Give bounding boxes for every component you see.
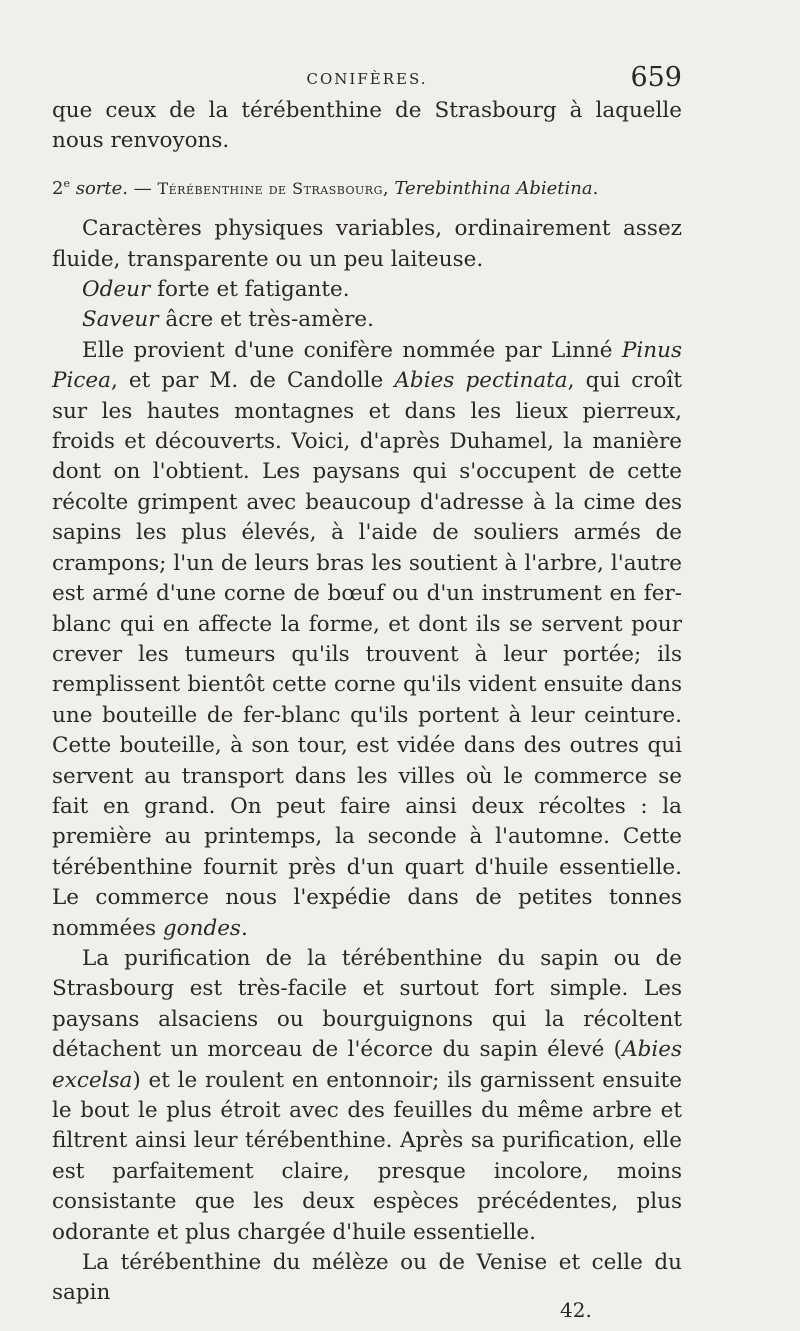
page-number: 659 <box>630 62 682 93</box>
paragraph-text: . <box>240 915 248 941</box>
body-text <box>52 96 682 1309</box>
paragraph <box>52 214 682 275</box>
sorte-superscript: e <box>63 176 70 190</box>
sorte-number: 2 <box>52 177 64 199</box>
latin-name: Pinus Picea <box>52 337 682 394</box>
paragraph-text: Caractères physiques variables, ordinairement assez fluide, transparente ou un peu laiteuse. <box>52 216 682 272</box>
running-title: CONIFÈRES. <box>306 70 428 88</box>
paragraph-saveur <box>52 305 682 335</box>
section-title: Térébenthine de Strasbourg <box>157 178 383 198</box>
signature-mark: 42. <box>560 1298 592 1322</box>
paragraph-text: , qui croît sur les hautes montagnes et dans les lieux pierreux, froids et découverts. Voici, d'après Duhamel, la manière dont on l'obtient. Les paysans qui s'occupent de cette récolte grimpent avec beaucoup d'adresse à la cime des sapins les plus élevés, à l'aide de souliers armés de crampons; l'un de leurs bras les soutient à l'arbre, l'autre est armé d'une corne de bœuf ou d'un instrument en fer-blanc qui en affecte la forme, et dont ils se servent pour crever les tumeurs qu'ils trouvent à leur portée; ils remplissent bientôt cette corne qu'ils vident ensuite dans une bouteille de fer-blanc qu'ils portent à leur ceinture. Cette bouteille, à son tour, est vidée dans des outres qui servent au transport dans les villes où le commerce se fait en grand. On peut faire ainsi deux récoltes : la première au printemps, la seconde à l'automne. Cette térébenthine fournit près d'un quart d'huile essentielle. Le commerce nous l'expédie dans de petites tonnes nommées <box>52 368 682 941</box>
latin-name: Abies excelsa <box>52 1037 682 1093</box>
paragraph-text: que ceux de la térébenthine de Strasbourg à laquelle nous renvoyons. <box>52 98 682 154</box>
paragraph-text: ) et le roulent en entonnoir; ils garnissent ensuite le bout le plus étroit avec des feuilles du même arbre et filtrent ainsi leur térébenthine. Après sa purification, elle est parfaitement claire, presque incolore, moins consistante que les deux espèces précédentes, plus odorante et plus chargée d'huile essentielle. <box>52 1067 682 1245</box>
paragraph-text: La purification de la térébenthine du sapin ou de Strasbourg est très-facile et surtout fort simple. Les paysans alsaciens ou bourguignons qui la récoltent détachent un morceau de l'écorce du sapin élevé ( <box>52 945 682 1063</box>
saveur-label: Saveur <box>82 307 159 333</box>
section-heading: 2e sorte. — Térébenthine de Strasbourg, Terebinthina Abietina. <box>52 176 599 199</box>
paragraph-odeur <box>52 275 682 305</box>
italic-term: gondes <box>162 915 241 941</box>
odeur-text: forte et fatigante. <box>157 277 350 303</box>
latin-name: Terebinthina Abietina <box>394 177 593 199</box>
sorte-dash: — <box>133 177 152 199</box>
odeur-label: Odeur <box>82 277 151 303</box>
paragraph-origin <box>52 336 682 944</box>
latin-name: Abies pectinata <box>394 368 568 394</box>
saveur-text: âcre et très-amère. <box>165 307 374 333</box>
paragraph-text: La térébenthine du mélèze ou de Venise et celle du sapin <box>52 1250 682 1306</box>
paragraph-text: , et par M. de Candolle <box>110 368 384 394</box>
paragraph-continuation <box>52 96 682 157</box>
sorte-word: sorte. <box>75 177 128 199</box>
paragraph-purification <box>52 944 682 1248</box>
paragraph-text: Elle provient d'une conifère nommée par Linné <box>82 337 613 363</box>
